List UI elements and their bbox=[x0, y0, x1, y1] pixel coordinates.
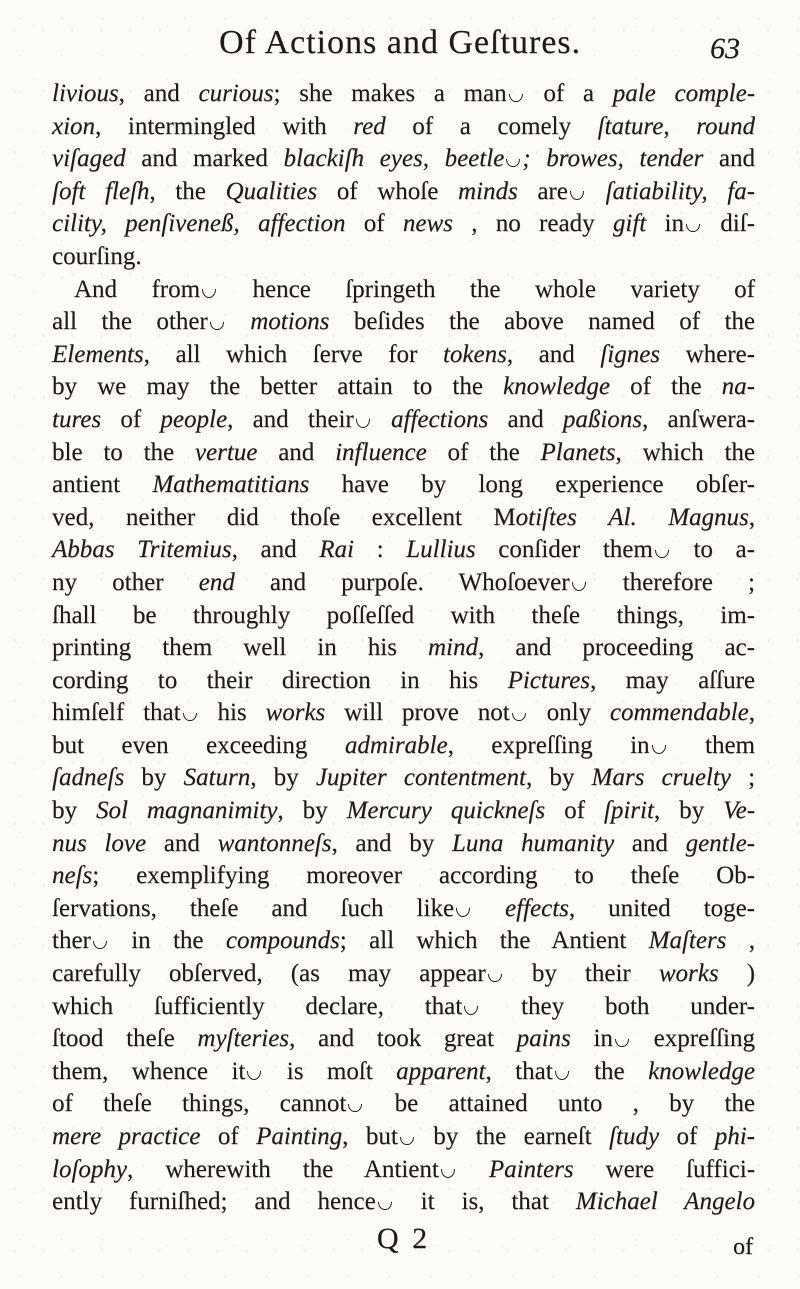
text-line: of theſe things, cannot be attained unto , by the bbox=[52, 1090, 755, 1118]
paragraph bbox=[52, 78, 755, 274]
text-line: ny other end and purpoſe. Whoſoever therefore ; bbox=[52, 568, 755, 596]
text-line: cility, penſiveneß, affection of news , no ready gift in diſ- bbox=[52, 210, 755, 238]
italic-text: compounds bbox=[225, 927, 340, 955]
italic-text: ; browes, tender bbox=[522, 145, 704, 173]
text-line: all the other motions beſides the above named of the bbox=[52, 308, 756, 336]
text-line: loſophy, wherewith the Antient Painters were ſuffici- bbox=[52, 1155, 756, 1183]
page-body bbox=[52, 78, 755, 1219]
swash-flourish-icon bbox=[555, 1071, 569, 1080]
italic-text: viſaged bbox=[52, 145, 126, 173]
swash-flourish-icon bbox=[348, 1104, 362, 1113]
text-line: xion, intermingled with red of a comely ſtature, round bbox=[52, 112, 755, 140]
italic-text: Mathematitians bbox=[152, 471, 310, 499]
italic-text: Luna humanity bbox=[451, 829, 615, 857]
text-line: tures of people, and their affections and paßions, anſwera- bbox=[52, 405, 755, 433]
text-line: which ſufficiently declare, that they both under- bbox=[52, 992, 755, 1020]
italic-text: Jupiter contentment bbox=[315, 764, 526, 792]
italic-text: minds bbox=[457, 177, 518, 205]
italic-text: Elements bbox=[52, 340, 144, 368]
page-title: Of Actions and Geſtures. bbox=[218, 24, 582, 61]
italic-text: motions bbox=[250, 308, 330, 336]
italic-text: mind bbox=[427, 634, 478, 662]
italic-text: end bbox=[198, 568, 235, 596]
text-line: ved, neither did thoſe excellent Motiſtes Al. Magnus, bbox=[52, 503, 756, 531]
swash-flourish-icon bbox=[400, 1137, 414, 1146]
italic-text: Painting bbox=[256, 1123, 343, 1150]
swash-flourish-icon bbox=[655, 550, 669, 559]
italic-text: knowledge bbox=[648, 1057, 755, 1085]
text-line: ently furniſhed; and hence it is, that Michael Angelo bbox=[52, 1188, 755, 1216]
italic-text: neſs bbox=[52, 862, 93, 890]
italic-text: round bbox=[696, 112, 755, 140]
italic-text: curious bbox=[198, 80, 274, 107]
italic-text: tokens bbox=[442, 340, 507, 368]
italic-text: works bbox=[265, 699, 326, 727]
italic-text: Maſters bbox=[648, 927, 727, 955]
swash-flourish-icon bbox=[615, 1039, 629, 1048]
text-line: but even exceeding admirable, expreſſing in them bbox=[52, 731, 755, 759]
italic-text: ſtature bbox=[597, 112, 664, 140]
italic-text: cility, penſiveneß, affection bbox=[52, 210, 346, 238]
swash-flourish-icon bbox=[509, 94, 523, 103]
text-line: ble to the vertue and influence of the Planets, which the bbox=[52, 438, 756, 466]
signature-mark: Q 2 bbox=[376, 1222, 431, 1255]
italic-text: ſignes bbox=[600, 340, 661, 368]
text-line: Elements, all which ſerve for tokens, and ſignes where- bbox=[52, 340, 755, 368]
italic-text: people bbox=[160, 405, 228, 433]
text-line: livious, and curious; she makes a man of a pale comple- bbox=[52, 80, 756, 107]
italic-text: ſpirit bbox=[603, 797, 654, 825]
text-line: ſoft fleſh, the Qualities of whoſe minds are ſatiability, fa- bbox=[52, 177, 755, 205]
text-line: ſadneſs by Saturn, by Jupiter contentment, by Mars cruelty ; bbox=[52, 764, 756, 792]
italic-text: tures bbox=[52, 405, 102, 433]
italic-text: loſophy bbox=[52, 1155, 127, 1183]
italic-text: news bbox=[402, 210, 453, 238]
italic-text: gift bbox=[612, 210, 647, 238]
swash-flourish-icon bbox=[202, 289, 216, 298]
text-line: them, whence it is moſt apparent, that the knowledge bbox=[52, 1057, 755, 1085]
italic-text: mere practice bbox=[52, 1123, 201, 1150]
catchword: of bbox=[733, 1234, 753, 1260]
italic-text: Mars cruelty bbox=[591, 764, 731, 792]
italic-text: na- bbox=[721, 373, 755, 401]
swash-flourish-icon bbox=[570, 191, 584, 200]
italic-text: paßions bbox=[562, 405, 643, 433]
text-line: himſelf that his works will prove not only commendable, bbox=[52, 699, 755, 727]
italic-text: admirable bbox=[344, 731, 448, 759]
italic-text: knowledge bbox=[503, 373, 610, 401]
page-footer bbox=[52, 1222, 755, 1270]
text-line: nus love and wantonneſs, and by Luna humanity and gentle- bbox=[52, 829, 755, 857]
italic-text: works bbox=[658, 960, 719, 988]
swash-flourish-icon bbox=[464, 1006, 478, 1015]
text-line: ſhall be throughly poſſeſſed with theſe things, im- bbox=[52, 601, 755, 629]
italic-text: Planets bbox=[540, 438, 616, 466]
italic-text: myſteries bbox=[197, 1025, 290, 1053]
italic-text: affections bbox=[391, 405, 489, 433]
italic-text: Al. Magnus bbox=[608, 503, 749, 531]
text-line: antient Mathematitians have by long experience obſer- bbox=[52, 471, 755, 499]
italic-text: Sol magnanimity bbox=[95, 797, 278, 825]
swash-flourish-icon bbox=[456, 908, 470, 917]
italic-text: otiſtes bbox=[515, 503, 577, 531]
swash-flourish-icon bbox=[93, 941, 107, 950]
text-line: Abbas Tritemius, and Rai : Lullius conſider them to a- bbox=[52, 536, 755, 564]
italic-text: apparent bbox=[396, 1057, 486, 1085]
italic-text: Michael Angelo bbox=[575, 1188, 755, 1216]
text-line: by Sol magnanimity, by Mercury quickneſs of ſpirit, by Ve- bbox=[52, 797, 756, 825]
text-line: printing them well in his mind, and proceeding ac- bbox=[52, 634, 755, 662]
italic-text: blackiſh eyes, beetle bbox=[283, 145, 505, 173]
italic-text: influence bbox=[335, 438, 427, 466]
italic-text: Qualities bbox=[225, 177, 318, 205]
italic-text: Ve- bbox=[723, 797, 756, 825]
swash-flourish-icon bbox=[210, 322, 224, 331]
italic-text: pale comple- bbox=[612, 80, 756, 107]
italic-text: Saturn bbox=[183, 764, 251, 792]
swash-flourish-icon bbox=[378, 1202, 392, 1211]
italic-text: wantonneſs bbox=[217, 829, 332, 857]
text-line: ſervations, theſe and ſuch like effects, united toge- bbox=[52, 894, 756, 922]
italic-text: vertue bbox=[194, 438, 258, 466]
text-line: carefully obſerved, (as may appear by their works ) bbox=[52, 960, 755, 988]
italic-text: effects bbox=[505, 894, 569, 922]
swash-flourish-icon bbox=[572, 582, 586, 591]
text-line: cording to their direction in his Pictures, may aſſure bbox=[52, 666, 755, 694]
italic-text: Mercury quickneſs bbox=[346, 797, 546, 825]
text-line: mere practice of Painting, but by the earneſt ſtudy of phi- bbox=[52, 1123, 755, 1150]
italic-text: ſoft fleſh bbox=[52, 177, 150, 205]
text-line: And from hence ſpringeth the whole variety of bbox=[74, 275, 756, 303]
italic-text: phi- bbox=[714, 1123, 755, 1150]
italic-text: Abbas Tritemius bbox=[52, 536, 232, 564]
italic-text: xion bbox=[52, 112, 96, 140]
text-line: ſtood theſe myſteries, and took great pains in expreſſing bbox=[52, 1025, 755, 1053]
swash-flourish-icon bbox=[183, 713, 197, 722]
swash-flourish-icon bbox=[441, 1169, 455, 1178]
italic-text: Lullius bbox=[406, 536, 476, 564]
text-line: ther in the compounds; all which the Antient Maſters , bbox=[52, 927, 755, 955]
italic-text: nus love bbox=[52, 829, 147, 857]
italic-text: livious bbox=[52, 80, 119, 107]
swash-flourish-icon bbox=[247, 1071, 261, 1080]
swash-flourish-icon bbox=[512, 713, 526, 722]
italic-text: Painters bbox=[488, 1155, 574, 1183]
italic-text: commendable bbox=[609, 699, 749, 727]
text-line: by we may the better attain to the knowledge of the na- bbox=[52, 373, 755, 401]
italic-text: pains bbox=[516, 1025, 571, 1053]
italic-text: gentle- bbox=[685, 829, 755, 857]
text-line: viſaged and marked blackiſh eyes, beetle ; browes, tender and bbox=[52, 145, 755, 173]
italic-text: ſtudy bbox=[609, 1123, 660, 1150]
italic-text: Pictures bbox=[507, 666, 590, 694]
swash-flourish-icon bbox=[686, 224, 700, 233]
italic-text: Rai bbox=[319, 536, 354, 564]
paragraph bbox=[52, 274, 755, 1219]
italic-text: red bbox=[353, 112, 386, 140]
running-header bbox=[0, 24, 800, 74]
swash-flourish-icon bbox=[506, 159, 520, 168]
swash-flourish-icon bbox=[652, 745, 666, 754]
text-line: courſing. bbox=[52, 242, 142, 270]
swash-flourish-icon bbox=[356, 419, 370, 428]
text-line: neſs; exemplifying moreover according to theſe Ob- bbox=[52, 862, 755, 890]
italic-text: ſatiability, fa- bbox=[605, 177, 755, 205]
page-number: 63 bbox=[710, 32, 740, 65]
italic-text: ſadneſs bbox=[52, 764, 125, 792]
swash-flourish-icon bbox=[488, 974, 502, 983]
